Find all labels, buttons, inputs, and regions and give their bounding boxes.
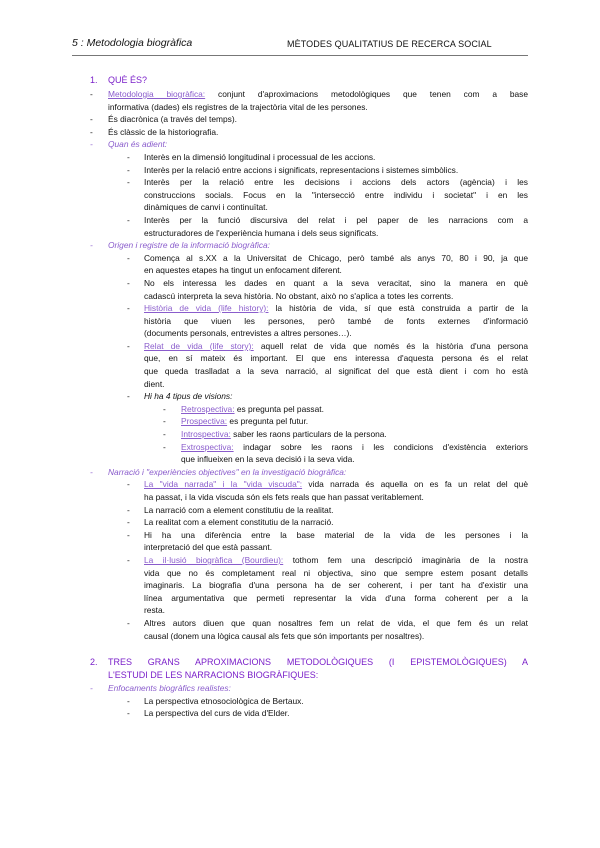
list-item: - La realitat com a element constitutiu de la narració. bbox=[127, 517, 334, 528]
subsection-origen: - Origen i registre de la informació biogràfica: bbox=[90, 240, 270, 251]
list-item: - Relat de vida (life story): aquell relat de vida que només és la història d'una persona bbox=[127, 340, 528, 351]
term-historia-vida: Història de vida (life history): bbox=[144, 303, 269, 314]
subsection-quan: - Quan és adient: bbox=[90, 139, 168, 150]
vision-prospectiva: - Prospectiva: es pregunta pel futur. bbox=[163, 416, 309, 427]
origen-item-2: - No els interessa les dades en quant a la seva veracitat, sino la manera en què cadascú interpreta la seva història. No obstant, això no s'aplica a totes les corrents. bbox=[0, 277, 600, 302]
narr-item-4: - Hi ha una diferència entre la base material de la vida de les persones i la interpretació del que està passant. bbox=[0, 529, 600, 554]
vision-retrospectiva: - Retrospectiva: es pregunta pel passat. bbox=[163, 403, 324, 414]
list-item: - És diacrònica (a través del temps). bbox=[90, 114, 237, 125]
subsection-narracio: - Narració i "experiències objectives" en la investigació biogràfica: bbox=[90, 466, 347, 477]
list-item: - Hi ha una diferència entre la base material de la vida de les persones i la bbox=[127, 529, 528, 540]
section-1-heading: 1. QUÈ ÉS? bbox=[90, 75, 148, 85]
list-item: - No els interessa les dades en quant a la seva veracitat, sino la manera en què bbox=[127, 277, 528, 288]
term-metodologia: Metodologia biogràfica: bbox=[108, 89, 206, 99]
list-item: - La il·lusió biogràfica (Bourdieu): tothom fem una descripció imaginària de la nostra bbox=[127, 554, 528, 565]
document-body: 1. QUÈ ÉS? - Metodologia biogràfica: conjunt d'aproximacions metodològiques que tenen com a base informativa (dades) els registres de la trajectòria vital de les persones. - És diacrònica (a través del temps). - És clàssic de la historiografia. - Quan és adient: - Interès en la dimensió longitudinal i processual de les accions. - Interès per la relació entre accions i significats, representacions i sistemes simbòlics. - Interès per la relació entre les decisions i accions dels actors (agència) i les construccions socials. Focus en la "intersecció entre individu i societat" i en les dinàmiques de canvi i continuïtat. - Interès per la funció discursiva del relat i pel paper de les narracions com a estructuradores de l'experiència humana i dels seus significats. - Origen i registre de la informació biogràfica: - Comença al s.XX a la Universitat de Chicago, però també als anys 70, 80 i 90, ja que en aquestes etapes ha tingut un enfocament diferent. - No els interessa les dades en quant a la seva veracitat, sino la manera en què cadascú interpreta la seva història. No obstant, això no s'aplica a totes les corrents. - Història de vida (life history): la història de vida, sí que està construida a partir de la història que viuen les persones, però també de fonts externes d'informació (documents personals, entrevistes a altres persones…). - Relat de vida (life story): aquell relat de vida que només és la història d'una persona que, en sí mateix és important. El que ens interessa d'aquesta persona és el relat que queda traslladat a la seva narració, al significat del que està dient i com ho està dient. - Hi ha 4 tipus de visions: - Retrospectiva: es pregunta pel passat. - Prospectiva: es pregunta pel futur. - Introspectiva: saber les raons particulars de la persona. - Extrospectiva: indagar sobre les raons i les condicions d'existència exteriors que influeixen en la seva decisió i la seva vida. - Narració i "experiències objectives" en la investigació biogràfica: - La "vida narrada" i la "vida viscuda": vida narrada és aquella on es fa un relat del què ha passat, i la vida viscuda són els fets reals que han passat veritablement. - La narració com a element constitutiu de la realitat. - La realitat com a element constitutiu de la narració. - Hi ha una diferència entre la base material de la vida de les persones i la interpretació del que està passant. - La il·lusió biogràfica (Bourdieu): tothom fem una descripció imaginària de la nostra vida que no és completament real ni objectiva, sino que sempre estem posant detalls imaginaris. La biografia d'una persona ha de ser coherent, i per tant ha d'existir una línea argumentativa que permeti representar la vida d'una forma coherent per a la resta. - Altres autors diuen que quan nosaltres fem un relat de vida, el que fem és un relat causal (donem una lògica causal als fets que són importants per nosaltres). 2. TRES GRANS APROXIMACIONS METODOLÒGIQUES (I EPISTEMOLÒGIQUES) A L'ESTUDI DE LES NARRACIONS BIOGRÀFIQUES: - Enfocaments biogràfics realistes: - La perspectiva etnosociològica de Bertaux. - La perspectiva del curs de vida d'Elder. bbox=[0, 74, 600, 720]
term-illusio: La il·lusió biogràfica (Bourdieu): bbox=[144, 554, 284, 565]
list-item: - Interès per la relació entre les decisions i accions dels actors (agència) i les bbox=[127, 177, 528, 188]
quan-list: - Interès en la dimensió longitudinal i processual de les accions. - Interès per la relació entre accions i significats, representacions i sistemes simbòlics. - Interès per la relació entre les decisions i accions dels actors (agència) i les construccions socials. Focus en la "intersecció entre individu i societat" i en les dinàmiques de canvi i continuïtat. - Interès per la funció discursiva del relat i pel paper de les narracions com a estructuradores de l'experiència humana i dels seus significats. bbox=[0, 151, 600, 239]
list-item: - Interès per la relació entre accions i significats, representacions i sistemes simbòlics. bbox=[127, 164, 459, 175]
list-item: - Història de vida (life history): la història de vida, sí que està construida a partir de la bbox=[127, 303, 528, 314]
header-left: 5 : Metodologia biogràfica bbox=[72, 37, 193, 49]
header-divider bbox=[72, 55, 528, 56]
list-item: - Metodologia biogràfica: conjunt d'aproximacions metodològiques que tenen com a base bbox=[90, 89, 528, 99]
list-item: - Comença al s.XX a la Universitat de Chicago, però també als anys 70, 80 i 90, ja que bbox=[127, 252, 528, 263]
vision-extrospectiva: - Extrospectiva: indagar sobre les raons i les condicions d'existència exteriors bbox=[163, 441, 528, 452]
list-item: - La narració com a element constitutiu de la realitat. bbox=[127, 504, 334, 515]
list-item: - Altres autors diuen que quan nosaltres fem un relat de vida, el que fem és un relat bbox=[127, 617, 528, 628]
list-item: - Hi ha 4 tipus de visions: bbox=[127, 391, 233, 402]
vision-introspectiva: - Introspectiva: saber les raons particulars de la persona. bbox=[163, 429, 387, 440]
term-vida-narrada: La "vida narrada" i la "vida viscuda": bbox=[144, 479, 303, 490]
list-item: - Interès en la dimensió longitudinal i processual de les accions. bbox=[127, 151, 376, 162]
list-item: - La perspectiva del curs de vida d'Elder. bbox=[127, 708, 290, 719]
narr-item-6: - Altres autors diuen que quan nosaltres fem un relat de vida, el que fem és un relat causal (donem una lògica causal als fets que són importants per nosaltres). bbox=[0, 617, 600, 642]
section-2-heading: 2. TRES GRANS APROXIMACIONS METODOLÒGIQUES (I EPISTEMOLÒGIQUES) A bbox=[90, 657, 528, 668]
list-item: - Interès per la funció discursiva del relat i pel paper de les narracions com a bbox=[127, 214, 528, 225]
header-right: MÈTODES QUALITATIUS DE RECERCA SOCIAL bbox=[287, 39, 492, 49]
origen-item-1: - Comença al s.XX a la Universitat de Chicago, però també als anys 70, 80 i 90, ja que en aquestes etapes ha tingut un enfocament diferent. bbox=[0, 252, 600, 277]
term-relat-vida: Relat de vida (life story): bbox=[144, 340, 254, 351]
list-item: - La perspectiva etnosociològica de Bertaux. bbox=[127, 695, 304, 706]
subsection-enfocaments: - Enfocaments biogràfics realistes: bbox=[90, 683, 231, 694]
list-item: - La "vida narrada" i la "vida viscuda": vida narrada és aquella on es fa un relat del què bbox=[127, 479, 528, 490]
list-item: - És clàssic de la historiografia. bbox=[90, 126, 219, 137]
